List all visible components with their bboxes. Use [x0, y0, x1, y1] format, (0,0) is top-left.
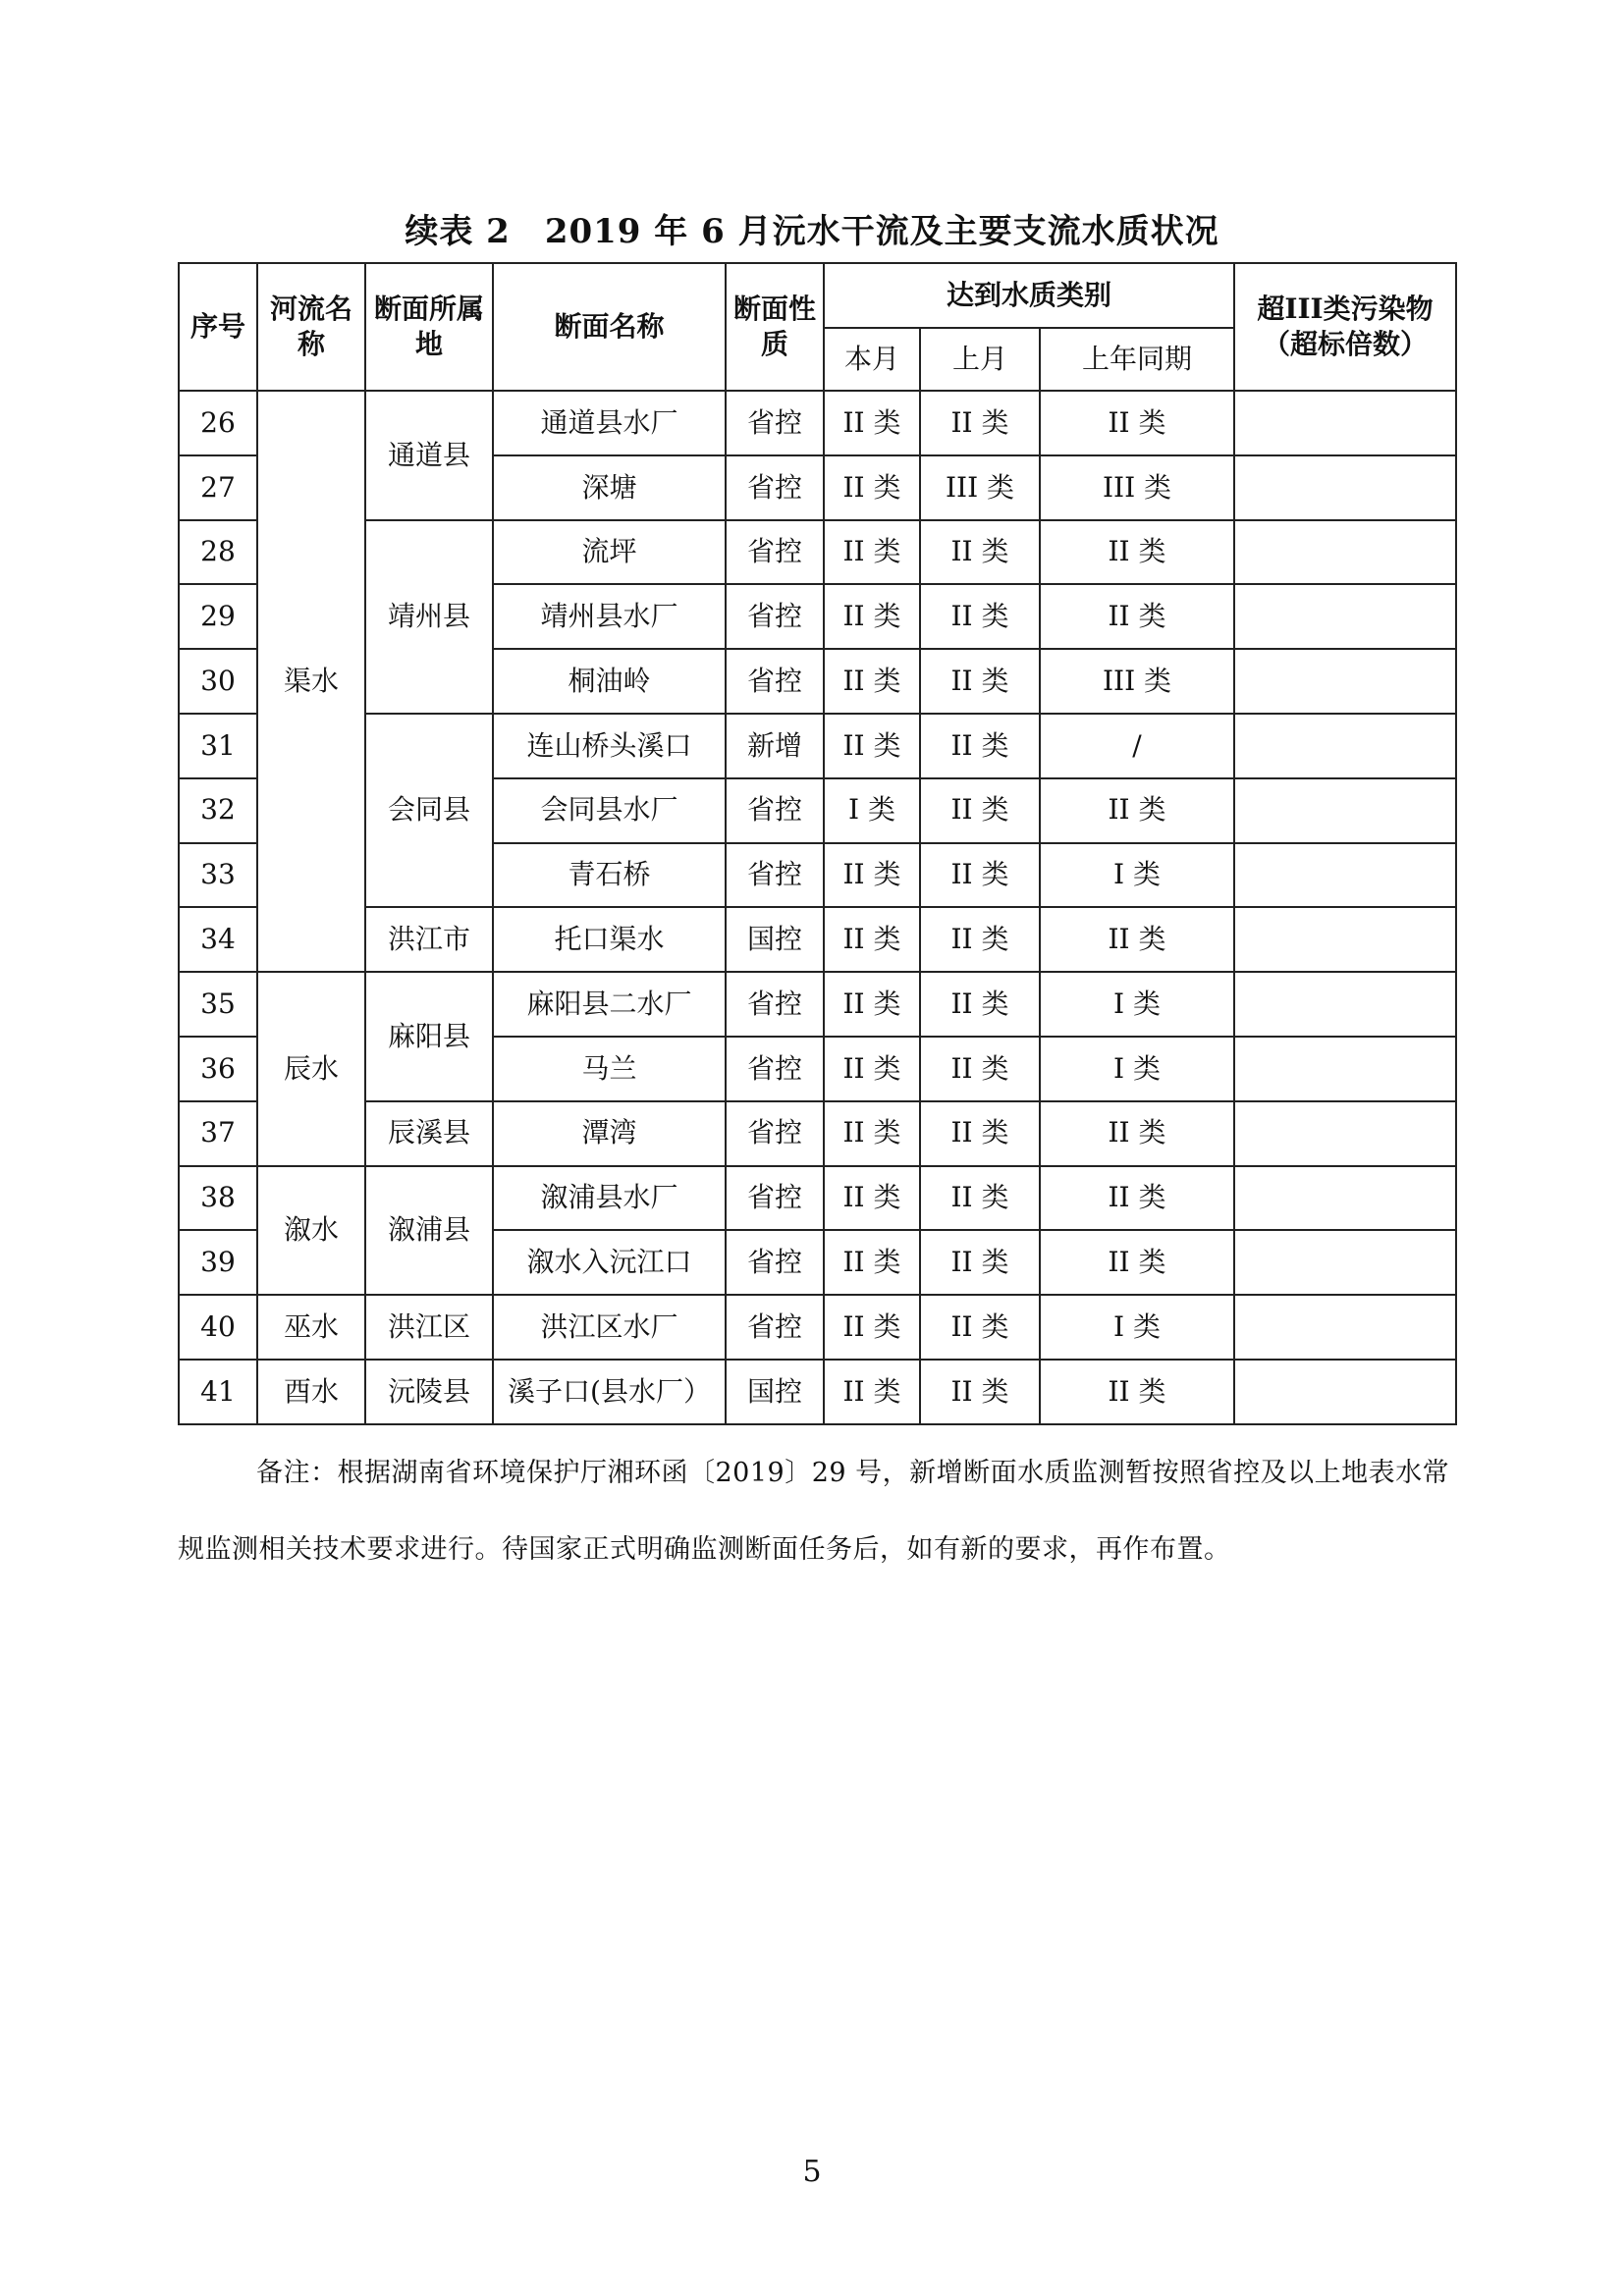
section-nature: 国控 — [726, 907, 824, 972]
section-nature: 省控 — [726, 972, 824, 1037]
section-nature: 省控 — [726, 584, 824, 649]
section-name: 连山桥头溪口 — [493, 714, 726, 778]
section-name: 靖州县水厂 — [493, 584, 726, 649]
table-row — [179, 1360, 1456, 1424]
grade-last-year: I 类 — [1040, 843, 1234, 908]
pollutant-cell — [1234, 455, 1456, 520]
row-no: 40 — [179, 1295, 257, 1360]
section-name: 会同县水厂 — [493, 778, 726, 843]
section-nature: 省控 — [726, 1295, 824, 1360]
grade-last-month: II 类 — [920, 649, 1040, 714]
grade-this-month: II 类 — [824, 1101, 920, 1166]
row-no: 38 — [179, 1166, 257, 1231]
grade-last-year: II 类 — [1040, 1230, 1234, 1295]
row-no: 37 — [179, 1101, 257, 1166]
grade-last-month: II 类 — [920, 1230, 1040, 1295]
pollutant-cell — [1234, 649, 1456, 714]
row-no: 32 — [179, 778, 257, 843]
grade-this-month: I 类 — [824, 778, 920, 843]
water-quality-table — [178, 262, 1457, 1425]
table-row — [179, 1101, 1456, 1166]
row-no: 41 — [179, 1360, 257, 1424]
grade-this-month: II 类 — [824, 714, 920, 778]
row-no: 34 — [179, 907, 257, 972]
grade-this-month: II 类 — [824, 520, 920, 585]
table-row — [179, 520, 1456, 585]
river-name: 酉水 — [257, 1360, 365, 1424]
section-name: 桐油岭 — [493, 649, 726, 714]
county-name: 麻阳县 — [365, 972, 493, 1101]
row-no: 31 — [179, 714, 257, 778]
header-last-month: 上月 — [920, 328, 1040, 391]
header-section-nature: 断面性质 — [726, 263, 824, 391]
county-name: 靖州县 — [365, 520, 493, 714]
section-name: 溆水入沅江口 — [493, 1230, 726, 1295]
grade-last-year: III 类 — [1040, 455, 1234, 520]
pollutant-cell — [1234, 778, 1456, 843]
grade-last-year: II 类 — [1040, 778, 1234, 843]
row-no: 33 — [179, 843, 257, 908]
pollutant-cell — [1234, 1295, 1456, 1360]
grade-last-month: II 类 — [920, 1037, 1040, 1101]
pollutant-cell — [1234, 1166, 1456, 1231]
grade-last-month: II 类 — [920, 391, 1040, 455]
grade-this-month: II 类 — [824, 455, 920, 520]
table-row — [179, 972, 1456, 1037]
grade-last-month: III 类 — [920, 455, 1040, 520]
section-name: 青石桥 — [493, 843, 726, 908]
grade-last-month: II 类 — [920, 1101, 1040, 1166]
header-last-year: 上年同期 — [1040, 328, 1234, 391]
pollutant-cell — [1234, 843, 1456, 908]
grade-last-year: II 类 — [1040, 907, 1234, 972]
row-no: 39 — [179, 1230, 257, 1295]
grade-last-year: / — [1040, 714, 1234, 778]
section-nature: 省控 — [726, 649, 824, 714]
grade-last-year: I 类 — [1040, 972, 1234, 1037]
grade-last-month: II 类 — [920, 714, 1040, 778]
section-name: 通道县水厂 — [493, 391, 726, 455]
header-seq: 序号 — [179, 263, 257, 391]
row-no: 28 — [179, 520, 257, 585]
table-row — [179, 714, 1456, 778]
grade-this-month: II 类 — [824, 907, 920, 972]
county-name: 会同县 — [365, 714, 493, 907]
section-nature: 新增 — [726, 714, 824, 778]
pollutant-cell — [1234, 391, 1456, 455]
table-row — [179, 907, 1456, 972]
grade-last-year: I 类 — [1040, 1295, 1234, 1360]
row-no: 27 — [179, 455, 257, 520]
row-no: 35 — [179, 972, 257, 1037]
header-county: 断面所属地 — [365, 263, 493, 391]
section-nature: 省控 — [726, 1101, 824, 1166]
page-number: 5 — [802, 2155, 822, 2189]
grade-this-month: II 类 — [824, 972, 920, 1037]
section-name: 溆浦县水厂 — [493, 1166, 726, 1231]
grade-this-month: II 类 — [824, 1230, 920, 1295]
grade-last-year: II 类 — [1040, 520, 1234, 585]
grade-this-month: II 类 — [824, 584, 920, 649]
section-name: 深塘 — [493, 455, 726, 520]
section-nature: 省控 — [726, 520, 824, 585]
grade-last-month: II 类 — [920, 1166, 1040, 1231]
county-name: 洪江区 — [365, 1295, 493, 1360]
river-name: 巫水 — [257, 1295, 365, 1360]
pollutant-cell — [1234, 714, 1456, 778]
grade-last-year: II 类 — [1040, 1360, 1234, 1424]
river-name: 渠水 — [257, 391, 365, 972]
pollutant-cell — [1234, 1230, 1456, 1295]
grade-last-month: II 类 — [920, 1295, 1040, 1360]
river-name: 辰水 — [257, 972, 365, 1165]
table-row — [179, 1166, 1456, 1231]
grade-last-month: II 类 — [920, 584, 1040, 649]
pollutant-cell — [1234, 1360, 1456, 1424]
grade-last-month: II 类 — [920, 778, 1040, 843]
table-title: 续表 2 2019 年 6 月沅水干流及主要支流水质状况 — [405, 212, 1219, 251]
section-name: 溪子口(县水厂） — [493, 1360, 726, 1424]
county-name: 洪江市 — [365, 907, 493, 972]
section-name: 洪江区水厂 — [493, 1295, 726, 1360]
row-no: 36 — [179, 1037, 257, 1101]
section-nature: 省控 — [726, 1037, 824, 1101]
county-name: 辰溪县 — [365, 1101, 493, 1166]
section-nature: 省控 — [726, 778, 824, 843]
section-name: 托口渠水 — [493, 907, 726, 972]
pollutant-cell — [1234, 1101, 1456, 1166]
header-river: 河流名称 — [257, 263, 365, 391]
section-name: 麻阳县二水厂 — [493, 972, 726, 1037]
grade-this-month: II 类 — [824, 649, 920, 714]
section-nature: 省控 — [726, 455, 824, 520]
pollutant-cell — [1234, 972, 1456, 1037]
row-no: 26 — [179, 391, 257, 455]
header-pollutant: 超III类污染物（超标倍数） — [1234, 263, 1456, 391]
grade-last-month: II 类 — [920, 520, 1040, 585]
grade-this-month: II 类 — [824, 391, 920, 455]
footnote: 备注：根据湖南省环境保护厅湘环函〔2019〕29 号，新增断面水质监测暂按照省控及以上地表水常规监测相关技术要求进行。待国家正式明确监测断面任务后，如有新的要求，再作布置。 — [178, 1458, 1450, 1565]
grade-this-month: II 类 — [824, 1166, 920, 1231]
section-name: 流坪 — [493, 520, 726, 585]
grade-last-year: III 类 — [1040, 649, 1234, 714]
section-name: 潭湾 — [493, 1101, 726, 1166]
river-name: 溆水 — [257, 1166, 365, 1296]
grade-last-month: II 类 — [920, 907, 1040, 972]
pollutant-cell — [1234, 907, 1456, 972]
grade-this-month: II 类 — [824, 843, 920, 908]
section-nature: 国控 — [726, 1360, 824, 1424]
grade-this-month: II 类 — [824, 1360, 920, 1424]
table-row — [179, 1295, 1456, 1360]
pollutant-cell — [1234, 1037, 1456, 1101]
grade-last-year: II 类 — [1040, 1166, 1234, 1231]
county-name: 溆浦县 — [365, 1166, 493, 1296]
county-name: 通道县 — [365, 391, 493, 520]
grade-this-month: II 类 — [824, 1295, 920, 1360]
section-nature: 省控 — [726, 1166, 824, 1231]
pollutant-cell — [1234, 520, 1456, 585]
grade-last-month: II 类 — [920, 972, 1040, 1037]
grade-last-month: II 类 — [920, 1360, 1040, 1424]
row-no: 29 — [179, 584, 257, 649]
grade-last-year: I 类 — [1040, 1037, 1234, 1101]
grade-last-month: II 类 — [920, 843, 1040, 908]
section-nature: 省控 — [726, 1230, 824, 1295]
table-row — [179, 391, 1456, 455]
grade-last-year: II 类 — [1040, 391, 1234, 455]
grade-this-month: II 类 — [824, 1037, 920, 1101]
header-section-name: 断面名称 — [493, 263, 726, 391]
section-nature: 省控 — [726, 391, 824, 455]
county-name: 沅陵县 — [365, 1360, 493, 1424]
row-no: 30 — [179, 649, 257, 714]
header-grade-group: 达到水质类别 — [824, 263, 1234, 328]
section-nature: 省控 — [726, 843, 824, 908]
header-this-month: 本月 — [824, 328, 920, 391]
grade-last-year: II 类 — [1040, 1101, 1234, 1166]
section-name: 马兰 — [493, 1037, 726, 1101]
pollutant-cell — [1234, 584, 1456, 649]
grade-last-year: II 类 — [1040, 584, 1234, 649]
